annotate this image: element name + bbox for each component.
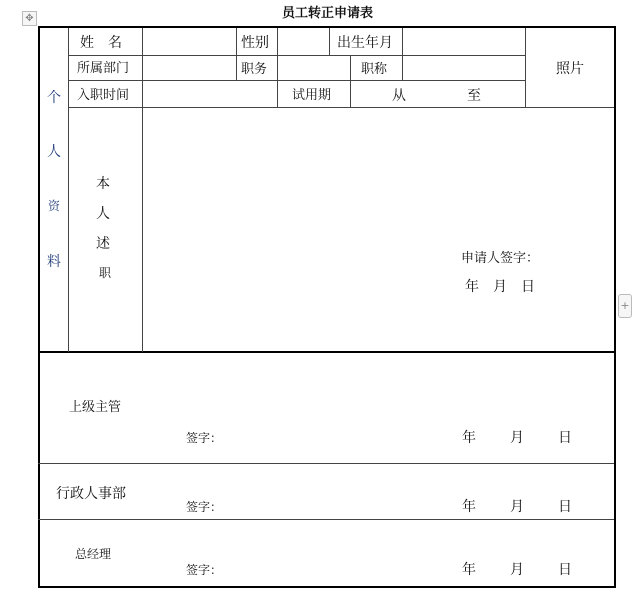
divider (68, 55, 525, 56)
add-column-button[interactable]: + (618, 294, 632, 318)
hr-day: 日 (558, 499, 572, 515)
divider (277, 28, 278, 107)
applicant-signature-label: 申请人签字： (461, 251, 540, 266)
divider (68, 107, 614, 108)
statement-char: 人 (96, 206, 110, 222)
divider (329, 28, 330, 55)
divider (142, 28, 143, 352)
birth-label: 出生年月 (337, 35, 393, 51)
supervisor-sign-label: 签字： (186, 431, 223, 445)
hr-sign-label: 签字： (186, 500, 223, 514)
hr-month: 月 (510, 499, 524, 515)
probation-label: 试用期 (292, 88, 332, 103)
gm-month: 月 (510, 562, 524, 578)
position-label: 职务 (241, 62, 268, 77)
statement-char: 职 (99, 266, 112, 280)
job-title-label: 职称 (361, 62, 388, 77)
gm-label: 总经理 (75, 547, 112, 561)
gm-sign-label: 签字： (186, 563, 223, 577)
divider (38, 463, 614, 464)
divider (68, 28, 69, 352)
applicant-date-label: 年 月 日 (465, 279, 535, 295)
section-char: 资 (48, 199, 61, 213)
table-move-handle-icon[interactable]: ✥ (22, 11, 37, 26)
section-char: 料 (47, 254, 61, 270)
gm-day: 日 (558, 562, 572, 578)
hr-year: 年 (462, 499, 476, 515)
gender-label: 性别 (241, 35, 269, 51)
statement-char: 本 (96, 176, 110, 192)
hr-label: 行政人事部 (56, 486, 126, 502)
supervisor-year: 年 (462, 430, 476, 446)
supervisor-label: 上级主管 (69, 400, 122, 415)
divider (236, 28, 237, 80)
department-label: 所属部门 (77, 61, 130, 76)
divider (525, 28, 526, 107)
divider (402, 28, 403, 80)
section-char: 个 (47, 90, 61, 106)
to-label: 至 (467, 88, 481, 104)
application-table (38, 26, 616, 588)
supervisor-day: 日 (558, 430, 572, 446)
divider (38, 351, 614, 353)
divider (38, 519, 614, 520)
gm-year: 年 (462, 562, 476, 578)
form-title: 员工转正申请表 (282, 6, 374, 21)
section-char: 人 (47, 144, 61, 160)
supervisor-month: 月 (510, 430, 524, 446)
divider (68, 80, 525, 81)
photo-label: 照片 (556, 61, 584, 77)
from-label: 从 (392, 88, 406, 104)
divider (350, 55, 351, 107)
statement-char: 述 (96, 236, 110, 252)
name-label: 姓 名 (80, 35, 122, 51)
hire-date-label: 入职时间 (77, 88, 130, 103)
